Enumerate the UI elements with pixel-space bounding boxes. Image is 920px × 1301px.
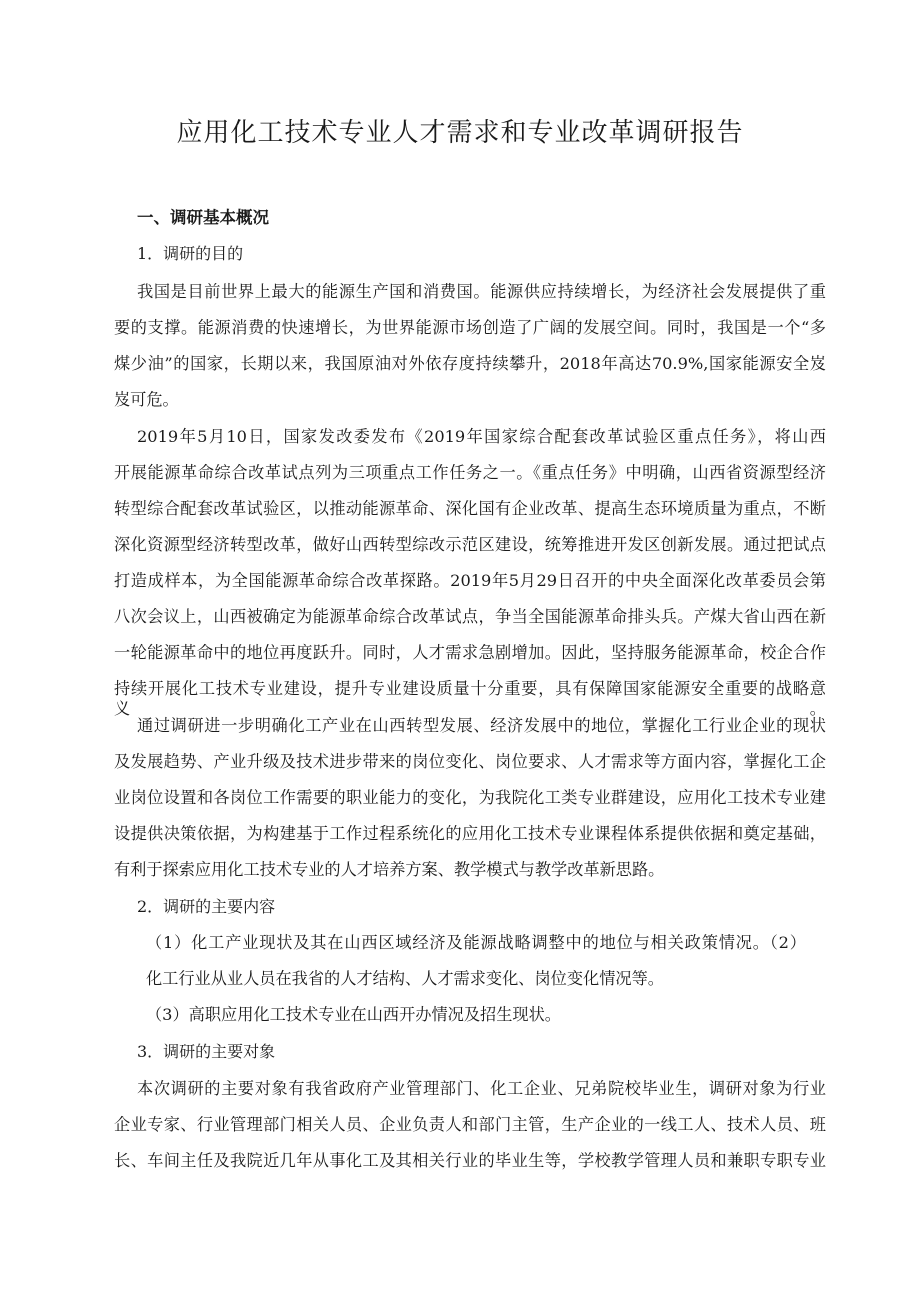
paragraph-line: 八次会议上，山西被确定为能源革命综合改革试点，争当全国能源革命排头兵。产煤大省山西在新 xyxy=(114,607,826,626)
paragraph-line: 深化资源型经济转型改革，做好山西转型综改示范区建设，统筹推进开发区创新发展。通过把试点 xyxy=(114,535,826,554)
paragraph-line: 开展能源革命综合改革试点列为三项重点工作任务之一。《重点任务》中明确，山西省资源型经济 xyxy=(114,463,826,482)
paragraph-line: 通过调研进一步明确化工产业在山西转型发展、经济发展中的地位，掌握化工行业企业的现状 xyxy=(137,716,826,735)
paragraph-line: 打造成样本，为全国能源革命综合改革探路。2019年5月29日召开的中央全面深化改革委员会第 xyxy=(114,571,826,590)
paragraph-line: 及发展趋势、产业升级及技术进步带来的岗位变化、岗位要求、人才需求等方面内容，掌握化工企 xyxy=(114,752,826,771)
paragraph-line: 设提供决策依据，为构建基于工作过程系统化的应用化工技术专业课程体系提供依据和奠定基础， xyxy=(114,824,826,843)
paragraph-line: 岌可危。 xyxy=(114,390,179,409)
subsection-heading: 1．调研的目的 xyxy=(137,244,244,263)
paragraph-line: 煤少油”的国家，长期以来，我国原油对外依存度持续攀升，2018年高达70.9%,国家能源安全岌 xyxy=(114,354,826,373)
paragraph-line: 一轮能源革命中的地位再度跃升。同时，人才需求急剧增加。因此，坚持服务能源革命，校企合作 xyxy=(114,643,826,662)
paragraph-line: 2019年5月10日，国家发改委发布《2019年国家综合配套改革试验区重点任务》，将山西 xyxy=(137,427,826,446)
content-item: （1）化工产业现状及其在山西区域经济及能源战略调整中的地位与相关政策情况。（2） xyxy=(146,933,806,952)
paragraph-line: 有利于探索应用化工技术专业的人才培养方案、教学模式与教学改革新思路。 xyxy=(114,860,665,879)
content-item: 化工行业从业人员在我省的人才结构、人才需求变化、岗位变化情况等。 xyxy=(146,969,664,988)
paragraph-line: 我国是目前世界上最大的能源生产国和消费国。能源供应持续增长，为经济社会发展提供了重 xyxy=(137,282,826,301)
paragraph-line: 企业专家、行业管理部门相关人员、企业负责人和部门主管，生产企业的一线工人、技术人员、班 xyxy=(114,1115,826,1134)
paragraph-line: 业岗位设置和各岗位工作需要的职业能力的变化，为我院化工类专业群建设，应用化工技术专业建 xyxy=(114,788,826,807)
section-heading: 一、调研基本概况 xyxy=(137,208,269,227)
document-title: 应用化工技术专业人才需求和专业改革调研报告 xyxy=(176,118,744,148)
content-item: （3）高职应用化工技术专业在山西开办情况及招生现状。 xyxy=(146,1005,561,1024)
paragraph-line: 长、车间主任及我院近几年从事化工及其相关行业的毕业生等，学校教学管理人员和兼职专职专业 xyxy=(114,1151,826,1170)
subsection-heading: 3．调研的主要对象 xyxy=(137,1042,276,1061)
paragraph-line: 本次调研的主要对象有我省政府产业管理部门、化工企业、兄弟院校毕业生，调研对象为行业 xyxy=(137,1079,826,1098)
paragraph-line: 转型综合配套改革试验区，以推动能源革命、深化国有企业改革、提高生态环境质量为重点，不断 xyxy=(114,499,826,518)
subsection-heading: 2．调研的主要内容 xyxy=(137,897,276,916)
paragraph-line: 持续开展化工技术专业建设，提升专业建设质量十分重要，具有保障国家能源安全重要的战略意义。 xyxy=(114,679,826,718)
paragraph-line: 要的支撑。能源消费的快速增长，为世界能源市场创造了广阔的发展空间。同时，我国是一个“多 xyxy=(114,318,826,337)
